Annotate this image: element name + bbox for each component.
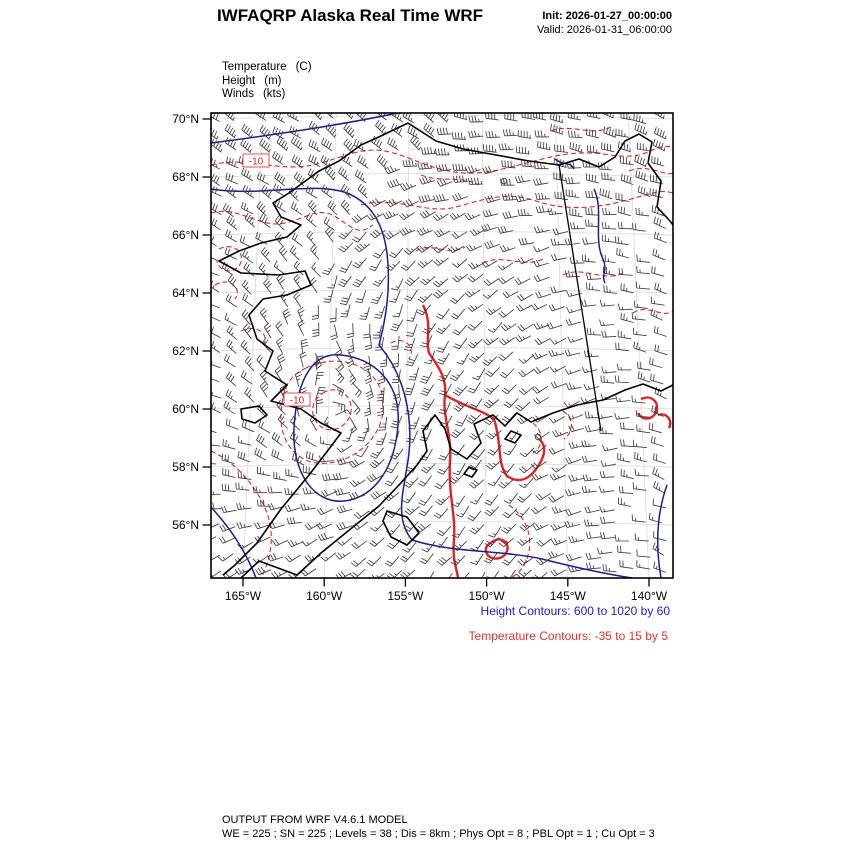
svg-text:70°N: 70°N	[172, 112, 199, 126]
run-times	[537, 9, 672, 37]
svg-text:140°W: 140°W	[630, 589, 668, 603]
legend-item-height	[222, 75, 312, 89]
footer-line2: WE = 225 ; SN = 225 ; Levels = 38 ; Dis = 8km ; Phys Opt = 8 ; PBL Opt = 1 ; Cu Opt = 3	[222, 827, 655, 840]
svg-text:68°N: 68°N	[172, 170, 199, 184]
legend-temperature-unit: (C)	[295, 61, 312, 73]
legend-winds-name: Winds	[222, 88, 254, 100]
svg-text:160°W: 160°W	[306, 589, 343, 603]
height-contour-caption: Height Contours: 600 to 1020 by 60	[480, 604, 670, 618]
svg-text:150°W: 150°W	[468, 589, 505, 603]
svg-text:145°W: 145°W	[549, 589, 586, 603]
svg-text:56°N: 56°N	[172, 518, 199, 532]
axes	[172, 112, 668, 603]
svg-text:66°N: 66°N	[172, 228, 199, 242]
legend-temperature-name: Temperature	[222, 61, 287, 73]
legend-height-unit: (m)	[264, 74, 282, 87]
svg-text:-10: -10	[289, 395, 305, 407]
model-footer	[222, 814, 655, 841]
svg-text:-10: -10	[248, 156, 264, 168]
svg-text:60°N: 60°N	[172, 402, 199, 416]
svg-text:58°N: 58°N	[172, 460, 199, 474]
svg-text:64°N: 64°N	[172, 286, 199, 300]
wind-barbs	[201, 104, 668, 583]
map-plot	[170, 100, 715, 615]
valid-time: Valid: 2026-01-31_06:00:00	[537, 24, 672, 36]
field-legend	[222, 61, 312, 102]
legend-item-temperature	[222, 61, 312, 75]
legend-winds-unit: (kts)	[262, 88, 286, 100]
svg-text:165°W: 165°W	[224, 589, 262, 603]
legend-height-name: Height	[222, 74, 256, 87]
init-time: Init: 2026-01-27_00:00:00	[542, 10, 672, 22]
svg-text:155°W: 155°W	[387, 589, 424, 603]
page-title: IWFAQRP Alaska Real Time WRF	[216, 6, 484, 25]
svg-text:62°N: 62°N	[172, 344, 199, 358]
temperature-contour-caption: Temperature Contours: -35 to 15 by 5	[468, 629, 668, 643]
footer-line1: OUTPUT FROM WRF V4.6.1 MODEL	[222, 814, 408, 826]
